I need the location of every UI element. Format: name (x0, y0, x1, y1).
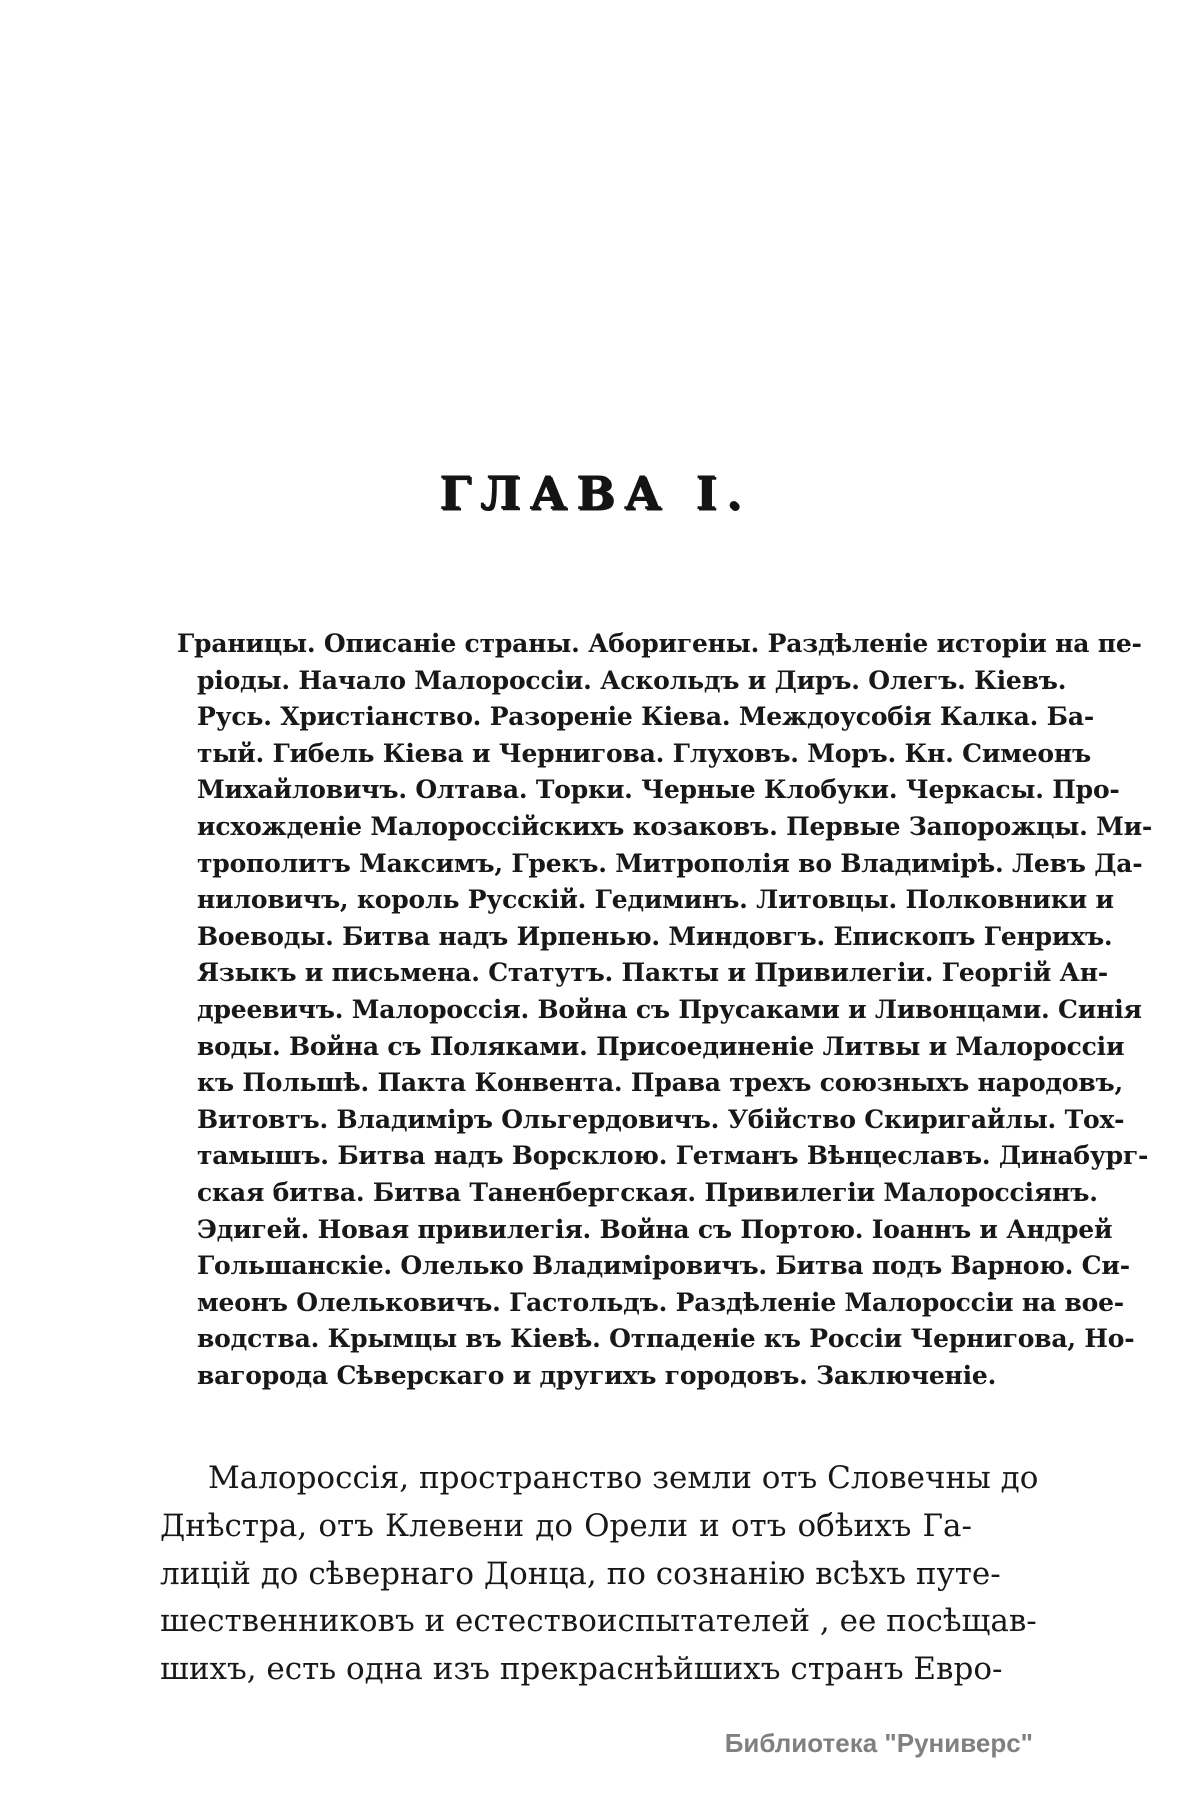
summary-line: вагорода Сѣверскаго и другихъ городовъ. Заключеніе. (197, 1360, 997, 1390)
summary-line: Витовтъ. Владиміръ Ольгердовичъ. Убійство Скиригайлы. Тох- (197, 1104, 1125, 1134)
chapter-summary (177, 626, 1153, 1394)
summary-line: тый. Гибель Кіева и Чернигова. Глуховъ. Моръ. Кн. Симеонъ (197, 738, 1091, 768)
summary-line: Воеводы. Битва надъ Ирпенью. Миндовгъ. Епископъ Генрихъ. (197, 921, 1113, 951)
summary-line: водства. Крымцы въ Кіевѣ. Отпаденіе къ Россіи Чернигова, Но- (197, 1324, 1135, 1354)
library-watermark: Библиотека "Руниверс" (724, 1728, 1033, 1758)
body-paragraph (160, 1455, 1039, 1694)
summary-line: дреевичъ. Малороссія. Война съ Прусаками и Ливонцами. Синія (197, 994, 1142, 1024)
summary-line: ріоды. Начало Малороссіи. Аскольдъ и Диръ. Олегъ. Кіевъ. (197, 665, 1067, 695)
body-line: Малороссія, пространство земли отъ Словечны до (208, 1460, 1039, 1496)
summary-line: воды. Война съ Поляками. Присоединеніе Литвы и Малороссіи (197, 1031, 1125, 1061)
summary-line: меонъ Олельковичъ. Гастольдъ. Раздѣленіе Малороссіи на вое- (197, 1287, 1124, 1317)
summary-line: тамышъ. Битва надъ Ворсклою. Гетманъ Вѣнцеславъ. Динабург- (197, 1141, 1149, 1171)
summary-line: исхожденіе Малороссійскихъ козаковъ. Первые Запорожцы. Ми- (197, 811, 1153, 841)
summary-line: Языкъ и письмена. Статутъ. Пакты и Привилегіи. Георгій Ан- (197, 958, 1108, 988)
body-line: шественниковъ и естествоиспытателей , ее посѣщав- (160, 1603, 1037, 1640)
body-line: Днѣстра, отъ Клевени до Орели и отъ обѣихъ Га- (160, 1507, 972, 1544)
chapter-title: ГЛАВА I. (439, 466, 751, 520)
body-line: лицій до сѣвернаго Донца, по сознанію всѣхъ путе- (160, 1555, 1001, 1592)
summary-line: ниловичъ, король Русскій. Гедиминъ. Литовцы. Полковники и (197, 885, 1114, 915)
body-line: шихъ, есть одна изъ прекраснѣйшихъ странъ Евро- (160, 1651, 1003, 1688)
summary-line: Границы. Описаніе страны. Аборигены. Раздѣленіе исторіи на пе- (177, 629, 1142, 658)
summary-line: Русь. Христіанство. Разореніе Кіева. Междоусобія Калка. Ба- (197, 702, 1095, 732)
summary-line: къ Польшѣ. Пакта Конвента. Права трехъ союзныхъ народовъ, (197, 1068, 1124, 1098)
summary-line: ская битва. Битва Таненбергская. Привилегіи Малороссіянъ. (197, 1177, 1098, 1207)
summary-line: Михайловичъ. Олтава. Торки. Черные Клобуки. Черкасы. Про- (197, 775, 1120, 805)
summary-line: Эдигей. Новая привилегія. Война съ Портою. Іоаннъ и Андрей (197, 1214, 1113, 1244)
summary-line: трополитъ Максимъ, Грекъ. Митрополія во Владимірѣ. Левъ Да- (197, 848, 1143, 878)
summary-line: Гольшанскіе. Олелько Владиміровичъ. Битва подъ Варною. Си- (197, 1251, 1130, 1281)
